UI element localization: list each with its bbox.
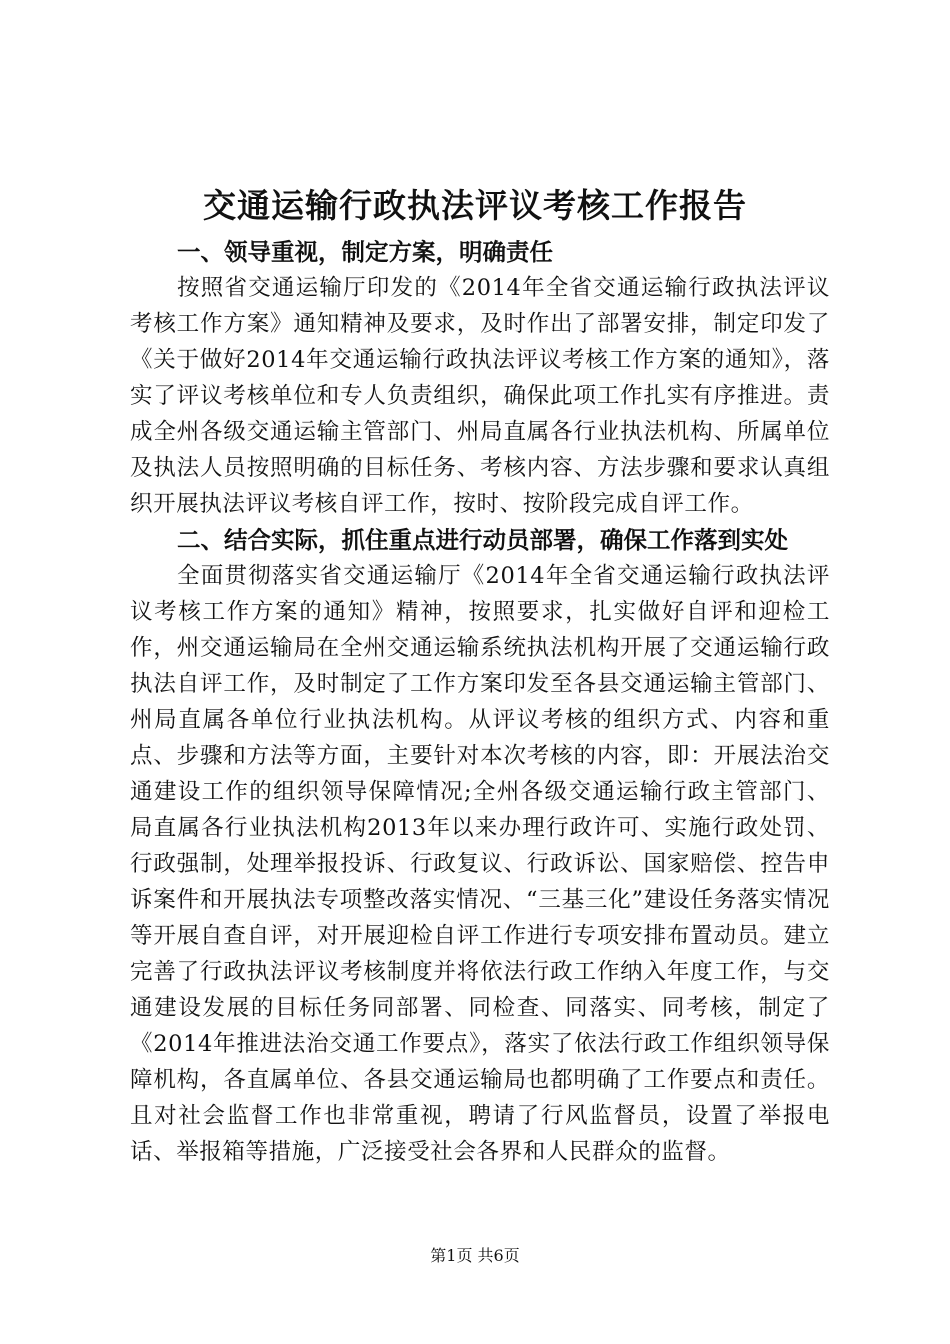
document-title: 交通运输行政执法评议考核工作报告 xyxy=(203,186,747,225)
page-number-footer: 第1页 共6页 xyxy=(430,1246,520,1265)
section-paragraph-2: 全面贯彻落实省交通运输厅《2014年全省交通运输行政执法评议考核工作方案的通知》精神，按照要求，扎实做好自评和迎检工作，州交通运输局在全州交通运输系统执法机构开展了交通运输行政执法自评工作，及时制定了工作方案印发至各县交通运输主管部门、州局直属各单位行业执法机构。从评议考核的组织方式、内容和重点、步骤和方法等方面，主要针对本次考核的内容，即：开展法治交通建设工作的组织领导保障情况;全州各级交通运输行政主管部门、局直属各行业执法机构2013年以来办理行政许可、实施行政处罚、行政强制，处理举报投诉、行政复议、行政诉讼、国家赔偿、控告申诉案件和开展执法专项整改落实情况、“三基三化”建设任务落实情况等开展自查自评，对开展迎检自评工作进行专项安排布置动员。建立完善了行政执法评议考核制度并将依法行政工作纳入年度工作，与交通建设发展的目标任务同部署、同检查、同落实、同考核，制定了《2014年推进法治交通工作要点》，落实了依法行政工作组织领导保障机构，各直属单位、各县交通运输局也都明确了工作要点和责任。且对社会监督工作也非常重视，聘请了行风监督员，设置了举报电话、举报箱等措施，广泛接受社会各界和人民群众的监督。 xyxy=(130,563,830,1165)
section-paragraph-1: 按照省交通运输厅印发的《2014年全省交通运输行政执法评议考核工作方案》通知精神及要求，及时作出了部署安排，制定印发了《关于做好2014年交通运输行政执法评议考核工作方案的通知》，落实了评议考核单位和专人负责组织，确保此项工作扎实有序推进。责成全州各级交通运输主管部门、州局直属各行业执法机构、所属单位及执法人员按照明确的目标任务、考核内容、方法步骤和要求认真组织开展执法评议考核自评工作，按时、按阶段完成自评工作。 xyxy=(130,275,830,517)
section-heading-1: 一、领导重视，制定方案，明确责任 xyxy=(177,238,553,266)
section-heading-2: 二、结合实际，抓住重点进行动员部署，确保工作落到实处 xyxy=(177,526,788,554)
document-body xyxy=(130,234,830,1170)
